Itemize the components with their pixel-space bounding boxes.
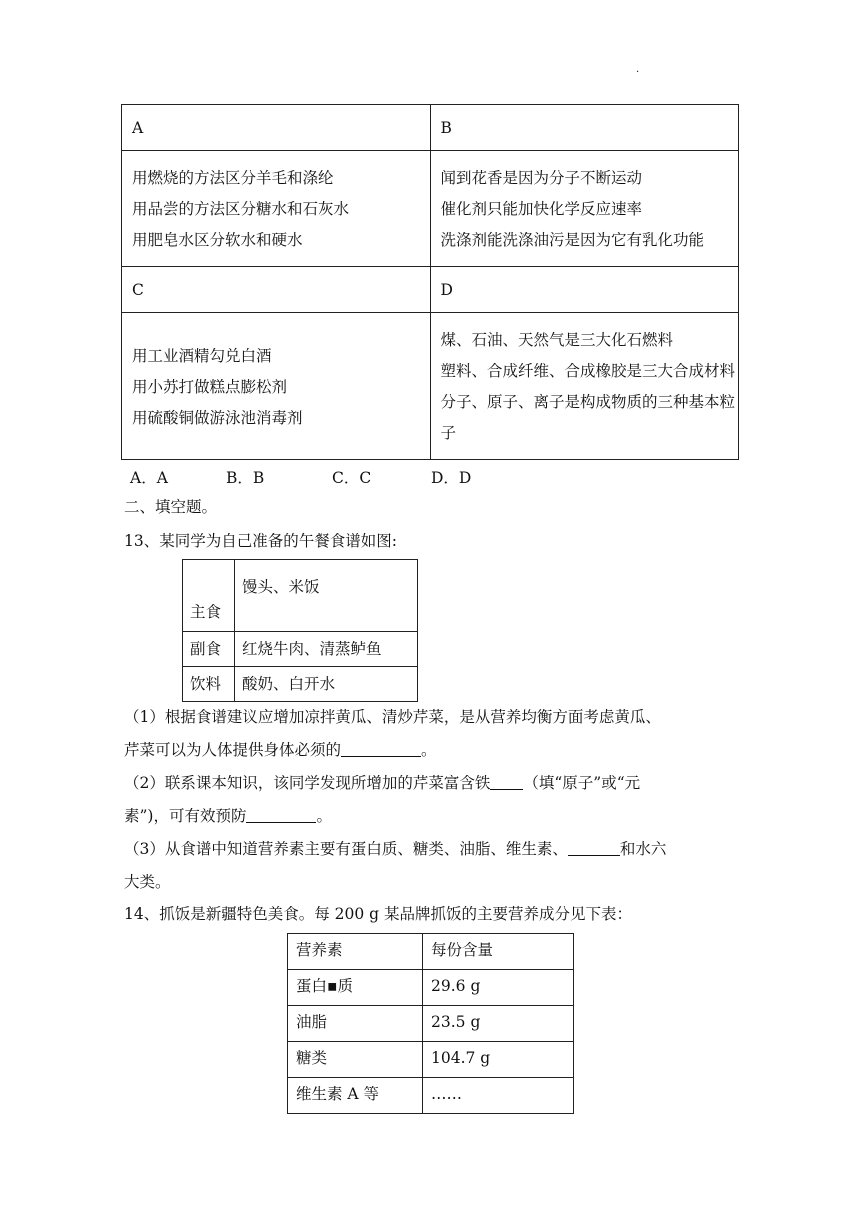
q13-part1-text: 芹菜可以为人体提供身体必须的 (124, 741, 342, 759)
q13-part2-text2: （填“原子”或“元 (523, 774, 641, 792)
nutrient-amount: 104.7 g (423, 1042, 574, 1078)
nutrient-amount: 23.5 g (423, 1006, 574, 1042)
answer-blank[interactable] (490, 771, 523, 790)
menu-category: 饮料 (183, 667, 235, 702)
option-c-line: 用工业酒精勾兑白酒 (132, 346, 272, 365)
nutrition-header-nutrient: 营养素 (288, 934, 423, 970)
option-d-line: 子 (440, 424, 457, 442)
q13-part3-text: （3）从食谱中知道营养素主要有蛋白质、糖类、油脂、维生素、 (124, 840, 568, 858)
option-b-content (430, 151, 739, 267)
option-d-line: 煤、石油、天然气是三大化石燃料 (440, 331, 674, 349)
q13-part2-line1 (124, 767, 744, 800)
option-b-line: 洗涤剂能洗涤油污是因为它有乳化功能 (440, 231, 705, 249)
q13-part2-text: （2）联系课本知识，该同学发现所增加的芹菜富含铁 (124, 774, 491, 792)
nutrition-header-amount: 每份含量 (423, 934, 574, 970)
answer-blank[interactable] (568, 837, 620, 856)
answer-option-c[interactable]: C．C (332, 469, 372, 487)
nutrient-name: 维生素 A 等 (288, 1078, 423, 1114)
answer-options (130, 466, 471, 488)
nutrient-name: 糖类 (288, 1042, 423, 1078)
answer-blank[interactable] (341, 738, 421, 757)
answer-option-d[interactable]: D．D (431, 469, 472, 487)
option-c-line: 用小苏打做糕点膨松剂 (132, 377, 288, 396)
q13-part3 (124, 833, 744, 899)
q13-part1-line1: （1）根据食谱建议应增加凉拌黄瓜、清炒芹菜，是从营养均衡方面考虑黄瓜、 (124, 708, 661, 726)
option-b-line: 闻到花香是因为分子不断运动 (440, 169, 643, 187)
q13-part1-end: 。 (421, 741, 437, 759)
nutrition-table (287, 933, 574, 1114)
option-a-line: 用品尝的方法区分糖水和石灰水 (132, 200, 350, 218)
menu-items: 红烧牛肉、清蒸鲈鱼 (235, 632, 418, 667)
nutrient-name: 蛋白▪质 (288, 970, 423, 1006)
option-c-line: 用硫酸铜做游泳池消毒剂 (132, 408, 303, 427)
menu-category: 主食 (183, 560, 235, 632)
option-b-label: B (430, 105, 739, 151)
option-d-label: D (430, 267, 739, 313)
q13-part2-end: 。 (316, 807, 332, 825)
option-d-line: 分子、原子、离子是构成物质的三种基本粒 (440, 393, 736, 411)
q13-part2-line2 (124, 800, 744, 833)
option-c-content (122, 313, 431, 460)
answer-option-a[interactable]: A．A (130, 469, 168, 487)
q13-part1-line2 (124, 734, 744, 767)
nutrient-amount: …… (423, 1078, 574, 1114)
option-d-content (430, 313, 739, 460)
section-title: 二、填空题。 (124, 498, 218, 516)
menu-category: 副食 (183, 632, 235, 667)
q13-part3-text2: 和水六 (619, 840, 667, 858)
q14-stem: 14、抓饭是新疆特色美食。每 200 g 某品牌抓饭的主要营养成分见下表： (124, 905, 633, 923)
option-c-label: C (122, 267, 431, 313)
q13-part3-line1 (124, 833, 744, 866)
q13-part2-text3: 素”)，可有效预防 (124, 807, 247, 825)
option-a-content (122, 151, 431, 267)
nutrient-name: 油脂 (288, 1006, 423, 1042)
menu-items: 酸奶、白开水 (235, 667, 418, 702)
menu-table (182, 559, 418, 702)
q13-part1 (124, 701, 744, 767)
options-table (121, 104, 739, 460)
q13-part3-line2: 大类。 (124, 873, 171, 891)
menu-items: 馒头、米饭 (235, 560, 418, 632)
answer-option-b[interactable]: B．B (226, 469, 265, 487)
option-d-line: 塑料、合成纤维、合成橡胶是三大合成材料 (440, 362, 736, 380)
nutrient-amount: 29.6 g (423, 970, 574, 1006)
q13-stem: 13、某同学为自己准备的午餐食谱如图: (124, 532, 397, 550)
q13-part2 (124, 767, 744, 833)
corner-mark: . (636, 64, 640, 75)
option-b-line: 催化剂只能加快化学反应速率 (440, 200, 643, 218)
option-a-line: 用肥皂水区分软水和硬水 (132, 231, 303, 249)
option-a-line: 用燃烧的方法区分羊毛和涤纶 (132, 169, 334, 187)
answer-blank[interactable] (246, 804, 316, 823)
option-a-label: A (122, 105, 431, 151)
